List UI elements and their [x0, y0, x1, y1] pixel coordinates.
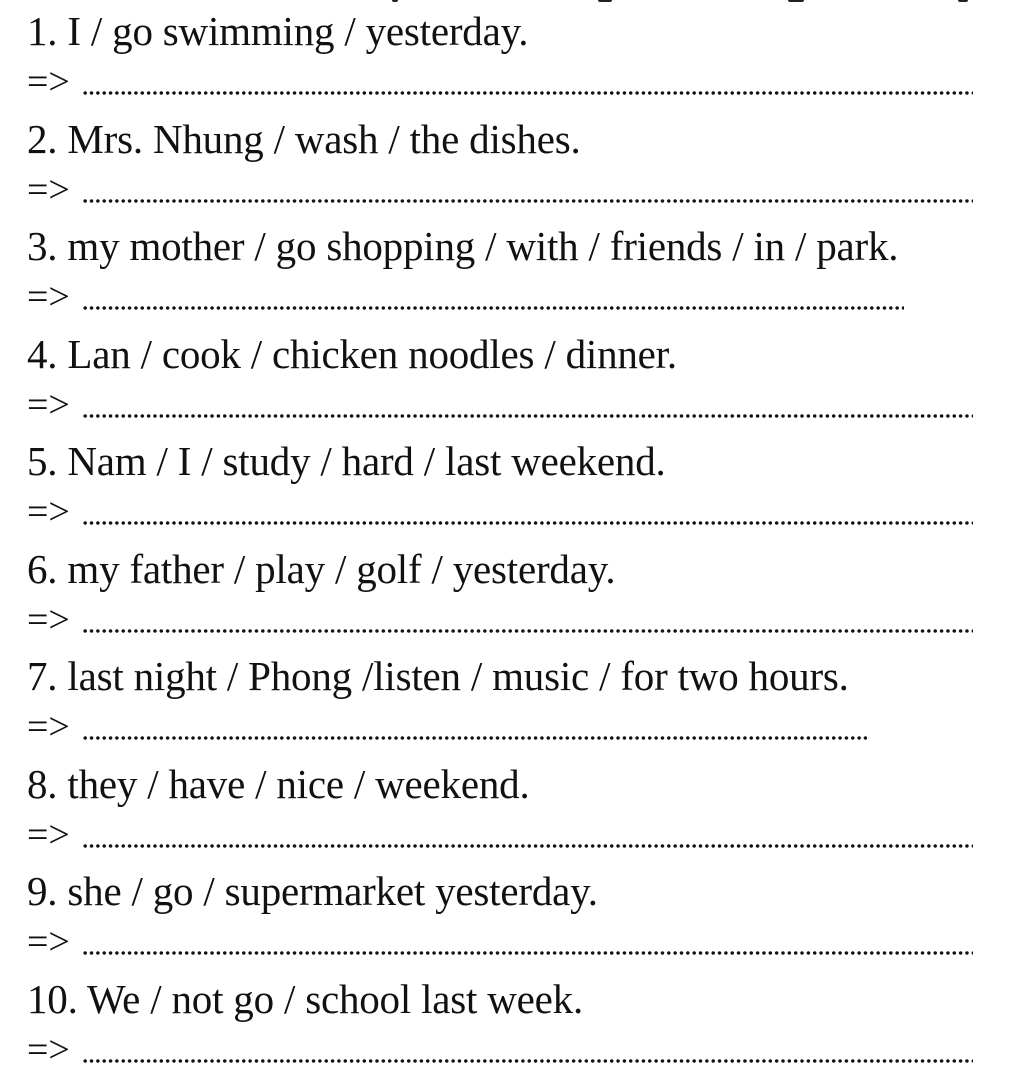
exercise-item-6: [27, 544, 1024, 652]
exercise-item-5: [27, 436, 1024, 544]
dotted-answer-blank[interactable]: [82, 90, 973, 96]
cropped-top-text-fragment: [0, 0, 1024, 4]
dotted-answer-blank[interactable]: [82, 520, 973, 526]
sentence-prompt: 7. last night / Phong /listen / music / for two hours.: [27, 651, 849, 701]
answer-line[interactable]: [27, 1028, 70, 1072]
exercise-item-3: [27, 221, 1024, 329]
sentence-prompt: 5. Nam / I / study / hard / last weekend.: [27, 436, 666, 486]
exercise-item-1: [27, 6, 1024, 114]
answer-line[interactable]: [27, 490, 70, 534]
dotted-answer-blank[interactable]: [82, 950, 973, 956]
exercise-item-2: [27, 114, 1024, 222]
answer-arrow: =>: [27, 598, 70, 642]
exercise-item-7: [27, 651, 1024, 759]
answer-line[interactable]: [27, 920, 70, 964]
sentence-prompt: 8. they / have / nice / weekend.: [27, 759, 530, 809]
answer-arrow: =>: [27, 705, 70, 749]
dotted-answer-blank[interactable]: [82, 628, 973, 634]
answer-arrow: =>: [27, 813, 70, 857]
answer-arrow: =>: [27, 60, 70, 104]
dotted-answer-blank[interactable]: [82, 735, 867, 741]
answer-line[interactable]: [27, 60, 70, 104]
sentence-prompt: 10. We / not go / school last week.: [27, 974, 583, 1024]
exercise-item-10: [27, 974, 1024, 1081]
exercise-item-9: [27, 866, 1024, 974]
exercise-item-8: [27, 759, 1024, 867]
dotted-answer-blank[interactable]: [82, 1058, 973, 1064]
dotted-answer-blank[interactable]: [82, 843, 973, 849]
answer-line[interactable]: [27, 598, 70, 642]
answer-arrow: =>: [27, 383, 70, 427]
answer-arrow: =>: [27, 490, 70, 534]
answer-line[interactable]: [27, 275, 70, 319]
dotted-answer-blank[interactable]: [82, 413, 973, 419]
sentence-prompt: 3. my mother / go shopping / with / friends / in / park.: [27, 221, 898, 271]
sentence-prompt: 4. Lan / cook / chicken noodles / dinner.: [27, 329, 677, 379]
answer-line[interactable]: [27, 813, 70, 857]
sentence-prompt: 9. she / go / supermarket yesterday.: [27, 866, 598, 916]
answer-line[interactable]: [27, 383, 70, 427]
answer-line[interactable]: [27, 705, 70, 749]
answer-line[interactable]: [27, 168, 70, 212]
dotted-answer-blank[interactable]: [82, 305, 904, 311]
exercise-list: [27, 6, 1024, 1081]
answer-arrow: =>: [27, 275, 70, 319]
answer-arrow: =>: [27, 1028, 70, 1072]
answer-arrow: =>: [27, 920, 70, 964]
exercise-item-4: [27, 329, 1024, 437]
answer-arrow: =>: [27, 168, 70, 212]
dotted-answer-blank[interactable]: [82, 198, 973, 204]
sentence-prompt: 6. my father / play / golf / yesterday.: [27, 544, 615, 594]
sentence-prompt: 1. I / go swimming / yesterday.: [27, 6, 528, 56]
sentence-prompt: 2. Mrs. Nhung / wash / the dishes.: [27, 114, 581, 164]
